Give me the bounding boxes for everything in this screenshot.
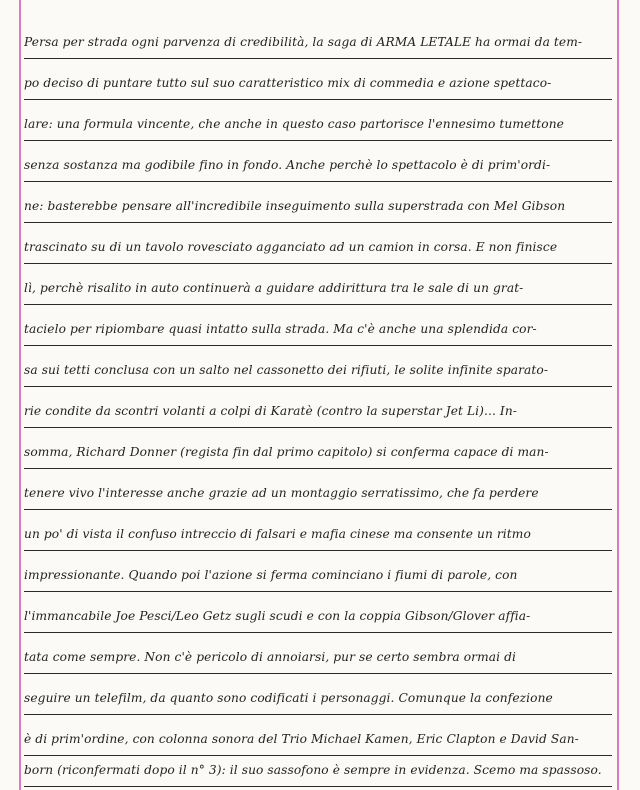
- text-line-1: Persa per strada ogni parvenza di credibilità, la saga di ARMA LETALE ha ormai da tem-: [24, 28, 612, 59]
- text-line-17: seguire un telefilm, da quanto sono codificati i personaggi. Comunque la confezione: [24, 684, 612, 715]
- text-line-15: l'immancabile Joe Pesci/Leo Getz sugli scudi e con la coppia Gibson/Glover affia-: [24, 602, 612, 633]
- text-line-2: po deciso di puntare tutto sul suo caratteristico mix di commedia e azione spettaco-: [24, 69, 612, 100]
- text-line-14: impressionante. Quando poi l'azione si ferma cominciano i fiumi di parole, con: [24, 561, 612, 592]
- text-line-19: born (riconfermati dopo il n° 3): il suo sassofono è sempre in evidenza. Scemo ma spassoso.: [24, 756, 612, 787]
- text-line-18: è di prim'ordine, con colonna sonora del Trio Michael Kamen, Eric Clapton e David San-: [24, 725, 612, 756]
- text-line-5: ne: basterebbe pensare all'incredibile inseguimento sulla superstrada con Mel Gibson: [24, 192, 612, 223]
- text-line-13: un po' di vista il confuso intreccio di falsari e mafia cinese ma consente un ritmo: [24, 520, 612, 551]
- text-line-6: trascinato su di un tavolo rovesciato agganciato ad un camion in corsa. E non finisce: [24, 233, 612, 264]
- text-line-9: sa sui tetti conclusa con un salto nel cassonetto dei rifiuti, le solite infinite sparato-: [24, 356, 612, 387]
- text-line-10: rie condite da scontri volanti a colpi di Karatè (contro la superstar Jet Li)... In-: [24, 397, 612, 428]
- text-line-11: somma, Richard Donner (regista fin dal primo capitolo) si conferma capace di man-: [24, 438, 612, 469]
- text-line-7: lì, perchè risalito in auto continuerà a guidare addirittura tra le sale di un grat-: [24, 274, 612, 305]
- text-line-12: tenere vivo l'interesse anche grazie ad un montaggio serratissimo, che fa perdere: [24, 479, 612, 510]
- text-line-4: senza sostanza ma godibile fino in fondo. Anche perchè lo spettacolo è di prim'ordi-: [24, 151, 612, 182]
- text-line-8: tacielo per ripiombare quasi intatto sulla strada. Ma c'è anche una splendida cor-: [24, 315, 612, 346]
- text-line-16: tata come sempre. Non c'è pericolo di annoiarsi, pur se certo sembra ormai di: [24, 643, 612, 674]
- text-line-3: lare: una formula vincente, che anche in questo caso partorisce l'ennesimo tumettone: [24, 110, 612, 141]
